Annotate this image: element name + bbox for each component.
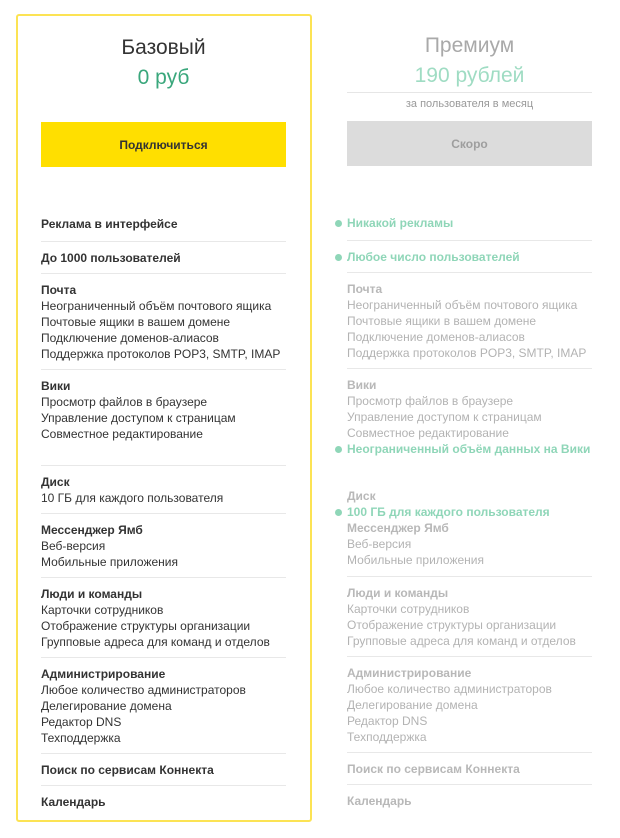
feature-line: Поддержка протоколов POP3, SMTP, IMAP xyxy=(347,346,587,360)
feature-no-ads xyxy=(347,215,592,231)
feature-title: Календарь xyxy=(347,794,412,808)
feature-line: Неограниченный объём почтового ящика xyxy=(347,298,578,312)
feature-line: Любое количество администраторов xyxy=(41,683,246,697)
feature-search xyxy=(41,753,286,778)
feature-line: Подключение доменов-алиасов xyxy=(41,331,219,345)
feature-mail xyxy=(347,272,592,361)
feature-title: Почта xyxy=(347,282,383,296)
premium-plan-name: Премиум xyxy=(424,34,515,57)
premium-plan-card xyxy=(324,14,620,822)
feature-ads xyxy=(41,216,286,232)
feature-title: Люди и команды xyxy=(347,586,449,600)
feature-line: Групповые адреса для команд и отделов xyxy=(41,635,270,649)
feature-line: Редактор DNS xyxy=(347,714,428,728)
feature-disk xyxy=(41,465,286,506)
feature-line: Совместное редактирование xyxy=(347,426,509,440)
feature-line: Веб-версия xyxy=(41,539,106,553)
feature-search xyxy=(347,752,592,777)
feature-users xyxy=(41,241,286,266)
feature-line: Почтовые ящики в вашем домене xyxy=(347,314,537,328)
feature-line: Отображение структуры организации xyxy=(347,618,557,632)
feature-line: Делегирование домена xyxy=(347,698,478,712)
feature-title: Люди и команды xyxy=(41,587,143,601)
feature-line: Делегирование домена xyxy=(41,699,172,713)
feature-title: Мессенджер Ямб xyxy=(41,523,143,537)
feature-wiki xyxy=(347,368,592,457)
feature-highlight: Никакой рекламы xyxy=(347,215,592,231)
feature-line: 10 ГБ для каждого пользователя xyxy=(41,491,224,505)
feature-line: Управление доступом к страницам xyxy=(41,411,236,425)
bullet-dot-icon xyxy=(335,220,342,227)
feature-title: Диск xyxy=(41,475,70,489)
feature-line: Совместное редактирование xyxy=(41,427,203,441)
feature-highlight: Неограниченный объём данных на Вики xyxy=(347,441,592,457)
feature-line: Подключение доменов-алиасов xyxy=(347,330,525,344)
price-divider xyxy=(347,92,592,93)
premium-plan-price: 190 рублей xyxy=(414,64,525,87)
feature-title: Поиск по сервисам Коннекта xyxy=(347,762,520,776)
feature-line: Просмотр файлов в браузере xyxy=(41,395,208,409)
feature-line: Веб-версия xyxy=(347,537,412,551)
feature-title: Мессенджер Ямб xyxy=(347,521,449,535)
bullet-dot-icon xyxy=(335,446,342,453)
feature-line: Карточки сотрудников xyxy=(347,602,470,616)
feature-line: Почтовые ящики в вашем домене xyxy=(41,315,231,329)
feature-title: Вики xyxy=(347,378,377,392)
feature-line: Техподдержка xyxy=(41,731,121,745)
feature-any-users xyxy=(347,240,592,265)
feature-title: Администрирование xyxy=(347,666,472,680)
feature-admin xyxy=(41,657,286,746)
feature-title: Календарь xyxy=(41,795,106,809)
basic-plan-name: Базовый xyxy=(121,36,206,59)
feature-calendar xyxy=(347,784,592,809)
feature-title: Диск xyxy=(347,489,376,503)
feature-people xyxy=(41,577,286,650)
feature-title: Реклама в интерфейсе xyxy=(41,217,178,231)
feature-people xyxy=(347,576,592,649)
feature-line: Неограниченный объём почтового ящика xyxy=(41,299,272,313)
feature-title: Вики xyxy=(41,379,71,393)
feature-line: Отображение структуры организации xyxy=(41,619,251,633)
feature-title: До 1000 пользователей xyxy=(41,251,181,265)
feature-line: Просмотр файлов в браузере xyxy=(347,394,514,408)
bullet-dot-icon xyxy=(335,254,342,261)
feature-highlight: Любое число пользователей xyxy=(347,249,592,265)
feature-title: Поиск по сервисам Коннекта xyxy=(41,763,214,777)
feature-calendar xyxy=(41,785,286,810)
bullet-dot-icon xyxy=(335,509,342,516)
feature-title: Администрирование xyxy=(41,667,166,681)
feature-line: Поддержка протоколов POP3, SMTP, IMAP xyxy=(41,347,281,361)
feature-line: Карточки сотрудников xyxy=(41,603,164,617)
feature-admin xyxy=(347,656,592,745)
feature-title: Почта xyxy=(41,283,77,297)
feature-mail xyxy=(41,273,286,362)
feature-line: Любое количество администраторов xyxy=(347,682,552,696)
basic-plan-card xyxy=(16,14,312,822)
feature-line: Техподдержка xyxy=(347,730,427,744)
feature-line: Мобильные приложения xyxy=(347,553,484,567)
feature-line: Групповые адреса для команд и отделов xyxy=(347,634,576,648)
basic-plan-price: 0 руб xyxy=(137,66,190,89)
feature-line: Мобильные приложения xyxy=(41,555,178,569)
feature-line: Управление доступом к страницам xyxy=(347,410,542,424)
soon-button: Скоро xyxy=(347,121,592,166)
feature-messenger xyxy=(347,512,592,568)
connect-button[interactable]: Подключиться xyxy=(41,122,286,167)
feature-highlight: 100 ГБ для каждого пользователя xyxy=(347,504,592,520)
premium-price-note: за пользователя в месяц xyxy=(405,98,534,110)
feature-wiki xyxy=(41,369,286,442)
feature-messenger xyxy=(41,513,286,570)
feature-line: Редактор DNS xyxy=(41,715,122,729)
